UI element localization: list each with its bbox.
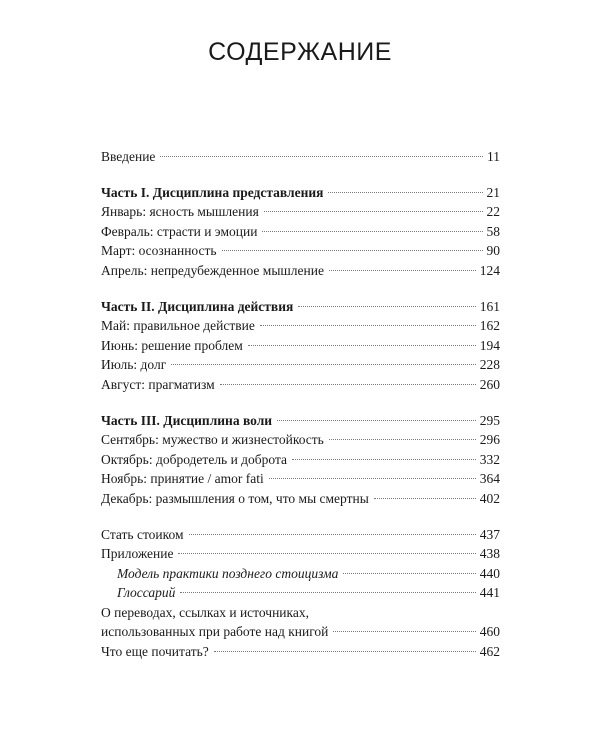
toc-entry-page: 402	[479, 490, 500, 506]
toc-entry[interactable]	[101, 336, 500, 356]
toc-entry-label-line-2: использованных при работе над книгой	[101, 624, 329, 640]
toc-entry[interactable]	[101, 202, 500, 222]
toc-entry-line-2	[101, 622, 500, 642]
dot-leader	[180, 592, 475, 593]
toc-entry-page: 296	[479, 432, 500, 448]
toc-entry-page: 90	[486, 243, 500, 259]
toc-entry-label: Сентябрь: мужество и жизнестойкость	[101, 432, 324, 448]
toc-entry-label: Стать стоиком	[101, 526, 184, 542]
toc-entry-further-reading[interactable]	[101, 642, 500, 662]
toc-entry-label: Приложение	[101, 546, 174, 562]
toc-entry[interactable]	[101, 261, 500, 281]
toc-entry-page: 438	[479, 546, 500, 562]
toc-group-back-matter	[101, 525, 500, 662]
toc-entry-label: Часть I. Дисциплина представления	[101, 184, 324, 200]
toc-entry[interactable]	[101, 316, 500, 336]
toc-entry-page: 194	[479, 337, 500, 353]
toc-entry-page: 295	[479, 412, 500, 428]
toc-entry-label: Февраль: страсти и эмоции	[101, 223, 258, 239]
dot-leader	[160, 156, 483, 157]
toc-entry-page: 21	[486, 184, 500, 200]
toc-entry-page: 11	[487, 149, 500, 164]
toc-entry-appendix[interactable]	[101, 544, 500, 564]
toc-entry-page: 260	[479, 376, 500, 392]
dot-leader	[260, 325, 476, 326]
toc-entry-page: 364	[479, 471, 500, 487]
dot-leader	[189, 534, 476, 535]
toc-entry-page: 332	[479, 451, 500, 467]
dot-leader	[248, 345, 476, 346]
toc-group-part-3	[101, 411, 500, 509]
dot-leader	[329, 270, 476, 271]
dot-leader	[329, 439, 476, 440]
dot-leader	[178, 553, 475, 554]
toc-entry[interactable]	[101, 222, 500, 242]
toc-entry-label: Июль: долг	[101, 357, 167, 373]
toc-entry-page: 437	[479, 526, 500, 542]
toc-entry-label: Введение	[101, 149, 156, 164]
toc-entry-page: 161	[479, 298, 500, 314]
toc-entry[interactable]	[101, 241, 500, 261]
dot-leader	[264, 211, 483, 212]
toc-entry-label: Январь: ясность мышления	[101, 204, 259, 220]
toc-subentry-glossary[interactable]	[101, 583, 500, 603]
toc-entry-label-line-1: О переводах, ссылках и источниках,	[101, 604, 309, 620]
toc-part-heading[interactable]	[101, 297, 500, 317]
dot-leader	[171, 364, 476, 365]
toc-entry-label: Часть II. Дисциплина действия	[101, 298, 294, 314]
toc-entry-label: Декабрь: размышления о том, что мы смертны	[101, 490, 369, 506]
table-of-contents	[101, 147, 500, 678]
toc-entry[interactable]	[101, 469, 500, 489]
dot-leader	[277, 420, 476, 421]
toc-group-intro	[101, 147, 500, 167]
toc-entry[interactable]	[101, 430, 500, 450]
toc-entry-label: Октябрь: добродетель и доброта	[101, 451, 288, 467]
dot-leader	[328, 192, 482, 193]
toc-entry[interactable]	[101, 355, 500, 375]
toc-entry-page: 460	[479, 624, 500, 640]
toc-entry-page: 440	[479, 565, 500, 581]
toc-entry-label: Июнь: решение проблем	[101, 337, 243, 353]
toc-entry-label: Что еще почитать?	[101, 644, 209, 660]
toc-entry-label: Апрель: непредубежденное мышление	[101, 262, 324, 278]
toc-entry-page: 58	[486, 223, 500, 239]
toc-subentry-model[interactable]	[101, 564, 500, 584]
dot-leader	[333, 631, 475, 632]
toc-entry-label: Март: осознанность	[101, 243, 217, 259]
dot-leader	[222, 250, 483, 251]
toc-entry-page: 228	[479, 357, 500, 373]
toc-entry[interactable]	[101, 450, 500, 470]
toc-entry-become-stoic[interactable]	[101, 525, 500, 545]
toc-entry-translations[interactable]	[101, 603, 500, 642]
dot-leader	[374, 498, 476, 499]
dot-leader	[343, 573, 475, 574]
toc-entry-page: 162	[479, 318, 500, 334]
toc-entry-label: Август: прагматизм	[101, 376, 215, 392]
toc-entry[interactable]	[101, 375, 500, 395]
toc-entry-page: 462	[479, 644, 500, 660]
toc-part-heading[interactable]	[101, 183, 500, 203]
toc-entry[interactable]	[101, 489, 500, 509]
dot-leader	[262, 231, 482, 232]
toc-entry-page: 22	[486, 204, 500, 220]
toc-entry-page: 441	[479, 585, 500, 601]
dot-leader	[292, 459, 476, 460]
dot-leader	[269, 478, 476, 479]
toc-entry-label: Май: правильное действие	[101, 318, 255, 334]
toc-entry-label: Часть III. Дисциплина воли	[101, 412, 273, 428]
toc-entry-page: 124	[479, 262, 500, 278]
dot-leader	[214, 651, 476, 652]
toc-entry-label: Модель практики позднего стоицизма	[117, 565, 339, 581]
toc-part-heading[interactable]	[101, 411, 500, 431]
page-title: СОДЕРЖАНИЕ	[208, 38, 392, 66]
dot-leader	[220, 384, 476, 385]
toc-entry-intro[interactable]	[101, 147, 500, 167]
dot-leader	[298, 306, 475, 307]
toc-group-part-2	[101, 297, 500, 395]
toc-entry-label: Глоссарий	[117, 585, 176, 601]
toc-group-part-1	[101, 183, 500, 281]
toc-entry-label: Ноябрь: принятие / amor fati	[101, 471, 264, 487]
